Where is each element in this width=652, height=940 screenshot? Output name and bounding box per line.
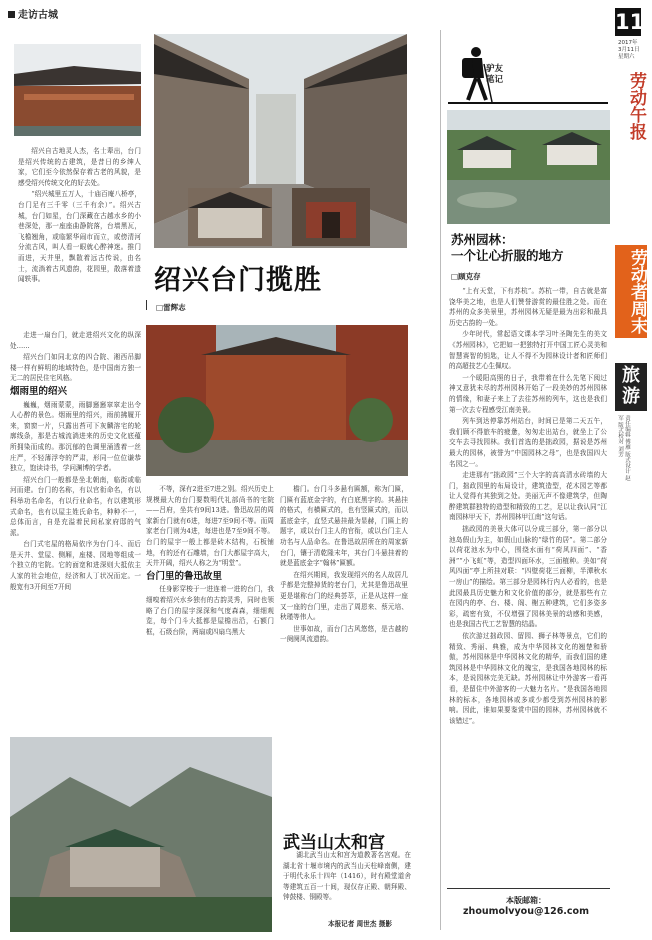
photo-inset-1 xyxy=(188,188,272,246)
lvyou-label: 驴友 笔记 xyxy=(486,64,504,85)
masthead-logo: 劳动午报 xyxy=(626,72,646,140)
subheading-luxun: 台门里的鲁迅故里 xyxy=(146,570,223,582)
badge-rule xyxy=(448,102,608,104)
backpacker-badge xyxy=(448,44,608,106)
photo-waterfront-houses xyxy=(14,44,141,136)
travel-label: 旅游 xyxy=(615,363,647,411)
wudang-photo-credit: 本报记者 周世杰 摄影 xyxy=(328,920,392,928)
weekly-label: 劳动者周末 xyxy=(615,245,647,338)
editors-credit: 责任编辑 傅雁 版式设计 赵军 版式校对 刘芳 xyxy=(617,415,630,481)
issue-date: 2017年 3月11日 星期六 xyxy=(618,40,640,60)
photo-inset-2 xyxy=(292,188,370,246)
contact-email: 本版邮箱： zhoumolvyou@126.com xyxy=(463,896,589,917)
article-byline: □雷辉志 xyxy=(156,303,186,312)
subheading-rain: 烟雨里的绍兴 xyxy=(10,385,68,397)
column-rule-right xyxy=(440,30,441,930)
photo-red-courtyard xyxy=(146,325,408,476)
wudang-title: 武当山太和宫 xyxy=(283,833,385,853)
footer-rule xyxy=(447,888,610,889)
page-number: 11 xyxy=(615,10,645,34)
shaoxing-intro: 绍兴自古地灵人杰，名士辈出，台门是绍兴传统的古建筑，是昔日的乡绅人家，它们至今依然保存着古老的风貌，是感受绍兴传统文化的好去处。 “绍兴城里五万人，十庙百庵八桥亭，台门足有三千零（三千有余）”。绍兴古城，台门如星，台门深藏在古越水乡的小巷深处，那一座座曲静院落，台墙黑瓦，飞檐翘角，或临繁华闹市而立，或傍清河分流古风，叫人看一眼就心醉神迷。推门而进，天井里，飘散着远古传说，由名士，流淌着古风遗韵，花园里，散落着遗闻轶事。 xyxy=(18,147,141,284)
column-divider xyxy=(146,300,147,310)
photo-suzhou-garden xyxy=(447,110,610,224)
wudang-caption: 湖北武当山太和宫为道教著名宫观。在湖北省十堰市境内的武当山天柱峰南侧，建于明代永乐十四年（1416），时有殿堂道舍等建筑五百一十间，现仅存正殿、朝拜殿、钟鼓楼、铜殿等。 xyxy=(283,851,411,902)
article-title: 绍兴台门揽胜 xyxy=(154,265,322,296)
suzhou-title: 苏州园林： 一个让心折服的地方 xyxy=(451,232,564,263)
shaoxing-col-2: 不等，深有2进至7进之别。绍兴历史上规模最大的台门要数明代礼部尚书的宅院——吕府，坐共有9间13进。鲁迅故居的周家新台门就有6进，每进7至9间不等。而周家老台门则为4进，每进也是7至9间不等。台门的屋宇一般上都是砖木结构，石板铺地，有的还有石雕墙，台门大都屋宇高大，天井开阔，绍兴人称之为“明堂”。 台门里的鲁迅故里 任身影穿梭于一进连着一进的台门，我细嗅着绍兴水乡独有的古韵灵秀，同时也领略了台门的屋宇深深和气度森森，细细观览，每个门斗大抵都是屋檐出沿，石额门框，石级台阶，两扇或四扇乌黑大 xyxy=(146,485,274,636)
shaoxing-col-3: 檐门。台门斗多悬有匾额，称为门匾，门匾有蓝底金字的，有白底黑字的。其悬挂的格式，有横匾式的，也有竖匾式的，而以蓝底金字，直竖式悬挂最为显赫，门匾上的题字，或以台门主人的官衔，或以台门主人功名与人品命名。在鲁迅故居所在的周家新台门，镶于清乾隆末年，其台门斗悬挂着的就是蓝底金字“翰林”匾额。 在绍兴期间，我发现绍兴的名人故居几乎都是完整掉货的老台门，尤其是鲁迅故里更是堪称台门的经典荟萃，正是从这样一座又一座的台门里，走出了周恩来、蔡元培、秋瑾等伟人。 世事如故，而台门古风悠悠，是古越的一阕阕风流遗韵。 xyxy=(280,485,408,644)
shaoxing-col-1: 走进一扇台门，就走进绍兴文化的纵深处…… 绍兴台门如同北京的四合院、湘西吊脚楼一样有鲜明的地域特色，是中国南方独一无二的居民住宅风格。 烟雨里的绍兴 巍巍，烟雨蒙蒙，雨脚窸窸窣窣走出令人心醉的景色。烟雨里的绍兴，雨前拂履开来，窗窗一片，只露出苔可下灰麟溶宅的轮廓线条，那是古城流淌进来的历史文化底蕴所拥染而成的。那沉郁的色调里涌透着一丝庄严，不轻薄浮夸的严肃，形同一位位谦恭独立，饱读诗书，学问渊博的学者。 绍兴台门一般都是坐北朝南，临街或临河而建。台门的名称，有以官衔命名，有以科举功名命名，有以行业命名，有以建筑形式命名，也有以屋主姓氏命名，种种不一，总体而言，自是充溢着民间私家府邸的气派。 台门式宅屋的格局依序为台门斗、而后是天井、堂屋、侧厢，座楼、园地等组成一个独立的宅院。它的面宽和进深则大抵依主人家的社会地位，经济和人丁状况而定。一般宽有3开间至7开间 xyxy=(10,331,141,591)
suzhou-byline: □顾克存 xyxy=(451,272,481,281)
photo-wudang-mountain xyxy=(10,737,272,932)
suzhou-body: “上有天堂，下有苏杭”。苏杭一带，自古就是富饶华美之地，也是人们赞誉游赏的最佳胜之处。而在苏州的众多美景里，苏州园林无疑是最为出彩和最具历史古韵的一处。 少年时代，常起语文课本学习叶圣陶先生的美文《苏州园林》，它把如一把独特打开中国工匠心灵美和智慧赛智的钥匙，让人不得不为园林设计者和匠师们的高超技艺心生佩叹。 一个暖阳高照的日子，我带着在什么先笔下阅过神又意犹未尽的苏州园林开始了一段美妙的苏州园林的情缘，和妻子来上了去往苏州的列车，这也是我们第一次去专程感受江南美景。 列车到达停靠苏州站台，时间已是第二天五午，我们顾不得旅车的疲惫，匆匆走出站台，就坐上了公交车去寻找园林。我们首选的是拙政园，据说是苏州最大的园林，被誉为“中国园林之母”，也是我国四大名园之一。 走进那有“拙政园”三个大字的高高清水砖墙的大门，拙政园里的布局设计，建筑造型，花木园艺等都让人觉得有其独到之处。美丽无声不像建筑学，但陶醉建筑群独特的造型和精致的工艺，足以让我认同“江南园林甲天下，苏州园林甲江南”这句话。 拙政园的美景大体可以分成三部分，第一部分以池岛假山为主，如假山山脉的“绿竹的居”。第二部分以荷花池水为中心，围绕水面有“荷风四面”、“香洲”“小飞虹”等，造型四面环水，三面植种。美如“荷风四面”亭上所挂对联：“四壁荷花三面柳，半潭秋水一房山”的描绘。第三部分是园林行内人必看的，也是此园最具历史魅力和文化价值的部分，就是那些有立在园内的亭、台、楼、阁、榭五种建筑，它们多姿多彩，疏密有致，不仅增强了园林美景的动感和美感，也是我国古代工艺智慧的结晶。 依次游过拙政园、留园、狮子林等景点，它们的精致、秀丽、典雅，成为中华园林文化的翘楚和骄傲，苏州园林是中华园林文化的精华，而我们国的建筑园林是中华园林文化的瑰宝，是我国各地园林的标本，是说园林完美无缺。苏州园林让中外游客一看再看，是留住中外游客的一大魅力名片。“是我国各地园林的标本，各地园林或多或少都受到苏州园林的影响。因此，谁如果要鉴赏中国的园林，苏州园林就不该错过”。 xyxy=(449,287,607,725)
section-label: 走访古城 xyxy=(8,6,58,21)
